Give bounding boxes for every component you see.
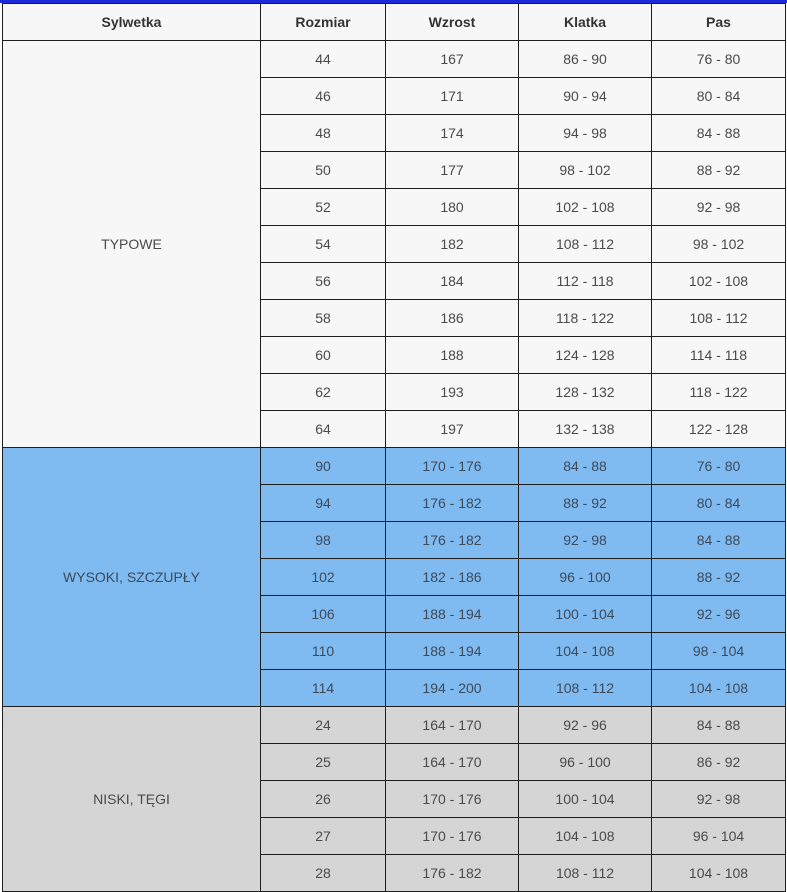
cell-klatka: 84 - 88	[519, 448, 652, 485]
group-label: WYSOKI, SZCZUPŁY	[3, 448, 261, 707]
cell-pas: 104 - 108	[652, 855, 786, 892]
group-label: NISKI, TĘGI	[3, 707, 261, 892]
cell-klatka: 92 - 98	[519, 522, 652, 559]
cell-wzrost: 164 - 170	[386, 744, 519, 781]
cell-rozmiar: 94	[261, 485, 386, 522]
cell-pas: 92 - 96	[652, 596, 786, 633]
cell-wzrost: 176 - 182	[386, 485, 519, 522]
cell-wzrost: 176 - 182	[386, 855, 519, 892]
cell-klatka: 112 - 118	[519, 263, 652, 300]
cell-wzrost: 188 - 194	[386, 596, 519, 633]
cell-klatka: 124 - 128	[519, 337, 652, 374]
cell-wzrost: 184	[386, 263, 519, 300]
cell-rozmiar: 24	[261, 707, 386, 744]
size-table	[2, 3, 786, 892]
cell-klatka: 98 - 102	[519, 152, 652, 189]
table-row	[3, 448, 786, 485]
cell-pas: 88 - 92	[652, 559, 786, 596]
cell-rozmiar: 110	[261, 633, 386, 670]
cell-klatka: 118 - 122	[519, 300, 652, 337]
table-row	[3, 707, 786, 744]
cell-klatka: 90 - 94	[519, 78, 652, 115]
cell-rozmiar: 60	[261, 337, 386, 374]
cell-klatka: 108 - 112	[519, 226, 652, 263]
cell-klatka: 100 - 104	[519, 596, 652, 633]
cell-wzrost: 167	[386, 41, 519, 78]
cell-rozmiar: 64	[261, 411, 386, 448]
cell-wzrost: 170 - 176	[386, 448, 519, 485]
cell-rozmiar: 50	[261, 152, 386, 189]
cell-rozmiar: 54	[261, 226, 386, 263]
cell-rozmiar: 46	[261, 78, 386, 115]
cell-klatka: 86 - 90	[519, 41, 652, 78]
cell-pas: 80 - 84	[652, 485, 786, 522]
cell-pas: 86 - 92	[652, 744, 786, 781]
cell-wzrost: 177	[386, 152, 519, 189]
cell-pas: 80 - 84	[652, 78, 786, 115]
cell-pas: 92 - 98	[652, 781, 786, 818]
table-body	[3, 41, 786, 892]
cell-pas: 98 - 102	[652, 226, 786, 263]
cell-klatka: 104 - 108	[519, 818, 652, 855]
cell-rozmiar: 25	[261, 744, 386, 781]
cell-rozmiar: 62	[261, 374, 386, 411]
cell-pas: 88 - 92	[652, 152, 786, 189]
cell-klatka: 132 - 138	[519, 411, 652, 448]
cell-rozmiar: 90	[261, 448, 386, 485]
cell-klatka: 88 - 92	[519, 485, 652, 522]
cell-wzrost: 186	[386, 300, 519, 337]
cell-rozmiar: 106	[261, 596, 386, 633]
cell-rozmiar: 48	[261, 115, 386, 152]
cell-wzrost: 174	[386, 115, 519, 152]
cell-pas: 76 - 80	[652, 448, 786, 485]
cell-pas: 84 - 88	[652, 522, 786, 559]
cell-rozmiar: 27	[261, 818, 386, 855]
cell-rozmiar: 114	[261, 670, 386, 707]
cell-wzrost: 188	[386, 337, 519, 374]
cell-pas: 102 - 108	[652, 263, 786, 300]
cell-pas: 104 - 108	[652, 670, 786, 707]
cell-klatka: 128 - 132	[519, 374, 652, 411]
cell-wzrost: 170 - 176	[386, 818, 519, 855]
header-klatka: Klatka	[519, 4, 652, 41]
cell-wzrost: 197	[386, 411, 519, 448]
cell-wzrost: 180	[386, 189, 519, 226]
cell-wzrost: 194 - 200	[386, 670, 519, 707]
cell-rozmiar: 56	[261, 263, 386, 300]
cell-wzrost: 182 - 186	[386, 559, 519, 596]
cell-pas: 76 - 80	[652, 41, 786, 78]
cell-pas: 84 - 88	[652, 707, 786, 744]
table-row	[3, 41, 786, 78]
cell-klatka: 96 - 100	[519, 559, 652, 596]
cell-rozmiar: 98	[261, 522, 386, 559]
cell-klatka: 100 - 104	[519, 781, 652, 818]
header-wzrost: Wzrost	[386, 4, 519, 41]
cell-wzrost: 170 - 176	[386, 781, 519, 818]
cell-wzrost: 188 - 194	[386, 633, 519, 670]
cell-klatka: 108 - 112	[519, 670, 652, 707]
cell-rozmiar: 28	[261, 855, 386, 892]
cell-pas: 98 - 104	[652, 633, 786, 670]
cell-klatka: 104 - 108	[519, 633, 652, 670]
cell-rozmiar: 26	[261, 781, 386, 818]
cell-klatka: 108 - 112	[519, 855, 652, 892]
cell-wzrost: 171	[386, 78, 519, 115]
cell-klatka: 102 - 108	[519, 189, 652, 226]
cell-klatka: 96 - 100	[519, 744, 652, 781]
cell-rozmiar: 44	[261, 41, 386, 78]
cell-klatka: 92 - 96	[519, 707, 652, 744]
header-pas: Pas	[652, 4, 786, 41]
cell-rozmiar: 52	[261, 189, 386, 226]
cell-wzrost: 176 - 182	[386, 522, 519, 559]
header-rozmiar: Rozmiar	[261, 4, 386, 41]
cell-wzrost: 164 - 170	[386, 707, 519, 744]
group-label: TYPOWE	[3, 41, 261, 448]
header-row	[3, 4, 786, 41]
cell-pas: 108 - 112	[652, 300, 786, 337]
cell-pas: 92 - 98	[652, 189, 786, 226]
cell-rozmiar: 102	[261, 559, 386, 596]
cell-pas: 84 - 88	[652, 115, 786, 152]
cell-wzrost: 182	[386, 226, 519, 263]
cell-klatka: 94 - 98	[519, 115, 652, 152]
cell-rozmiar: 58	[261, 300, 386, 337]
cell-pas: 118 - 122	[652, 374, 786, 411]
cell-pas: 96 - 104	[652, 818, 786, 855]
cell-pas: 114 - 118	[652, 337, 786, 374]
cell-pas: 122 - 128	[652, 411, 786, 448]
header-sylwetka: Sylwetka	[3, 4, 261, 41]
cell-wzrost: 193	[386, 374, 519, 411]
